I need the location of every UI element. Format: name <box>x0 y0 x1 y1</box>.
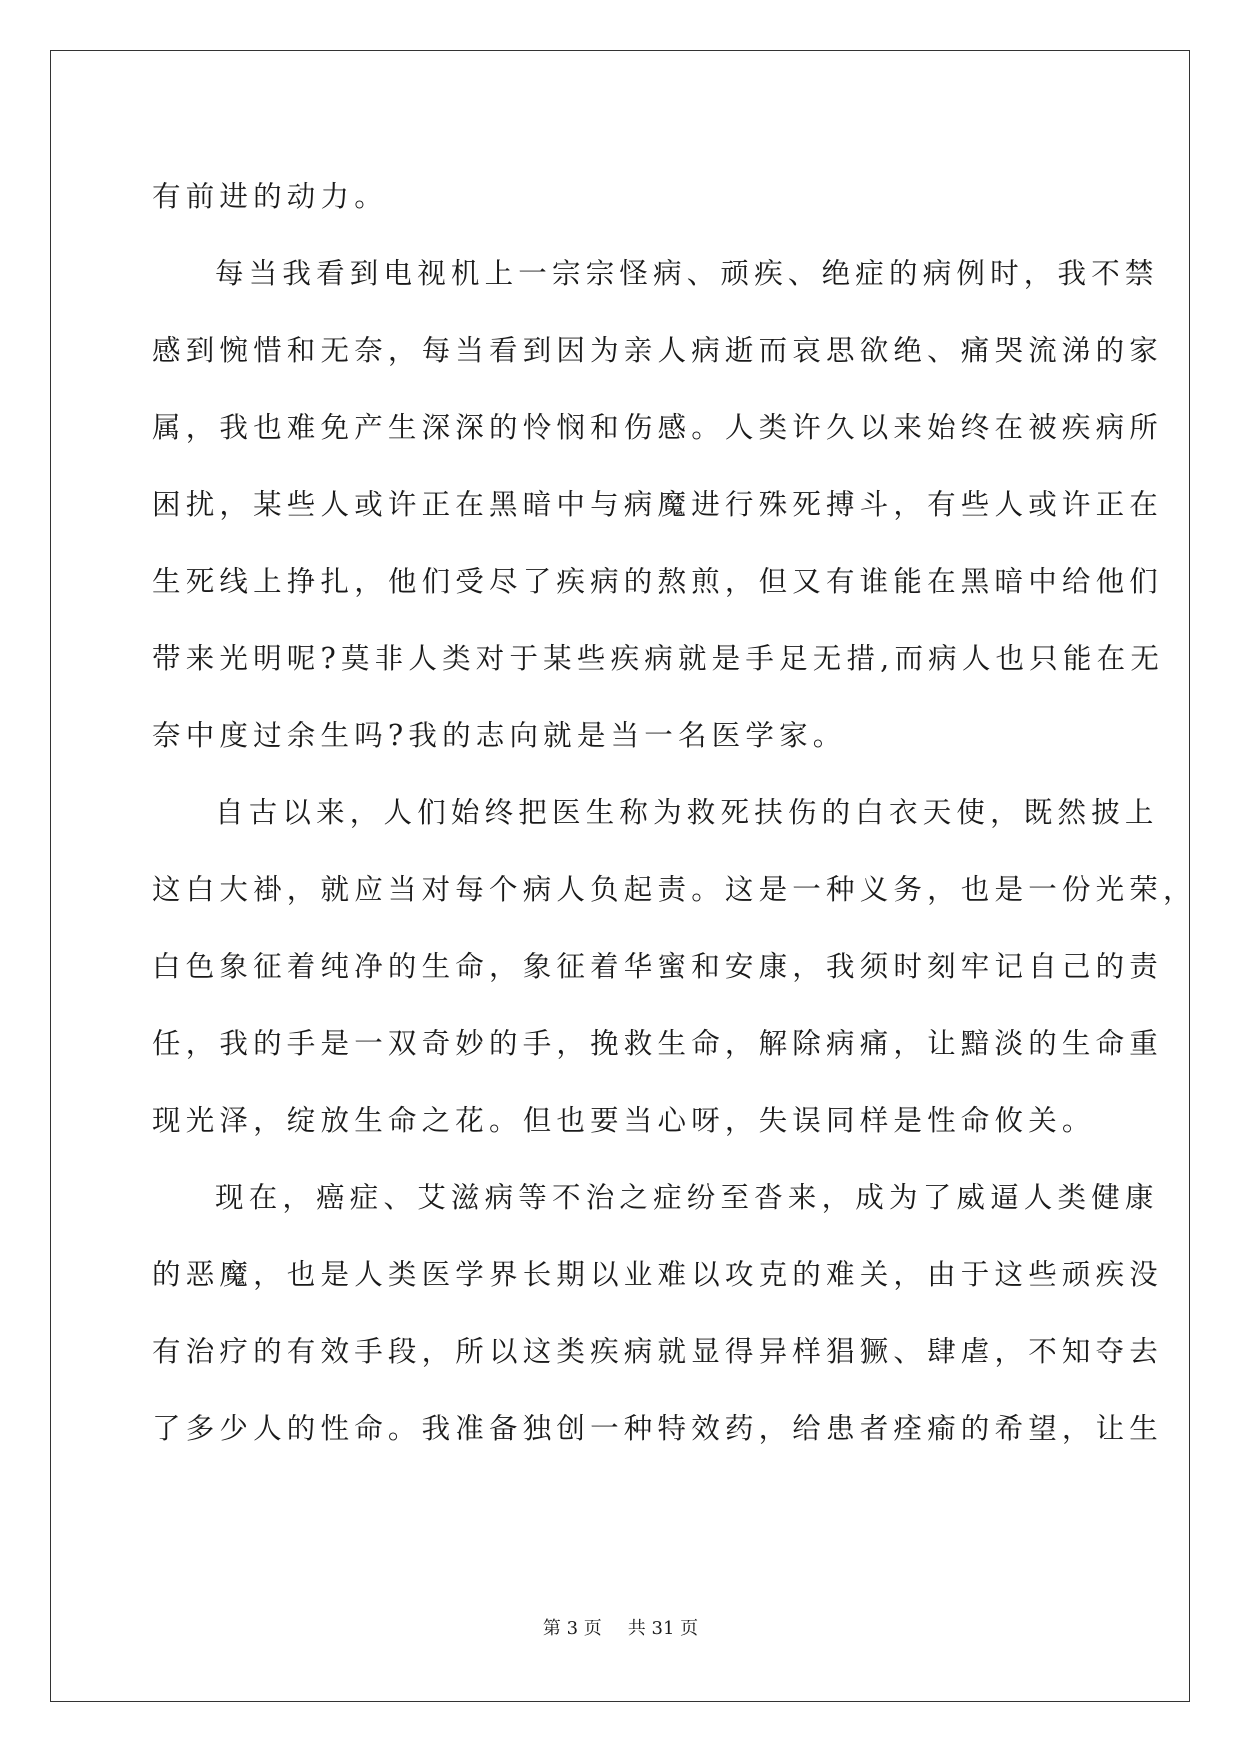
text-line: 奈中度过余生吗?我的志向就是当一名医学家。 <box>152 719 847 752</box>
text-line: 了多少人的性命。我准备独创一种特效药，给患者痊瘉的希望，让生 <box>152 1412 1164 1445</box>
document-body <box>152 158 1197 1467</box>
text-line: 的恶魔，也是人类医学界长期以业难以攻克的难关，由于这些顽疾没 <box>152 1258 1164 1291</box>
text-line: 生死线上挣扎，他们受尽了疾病的熬煎，但又有谁能在黑暗中给他们 <box>152 565 1164 598</box>
text-line: 现在，癌症、艾滋病等不治之症纷至沓来，成为了威逼人类健康 <box>215 1181 1159 1214</box>
text-line: 现光泽，绽放生命之花。但也要当心呀，失误同样是性命攸关。 <box>152 1104 1096 1137</box>
text-line: 属，我也难免产生深深的怜悯和伤感。人类许久以来始终在被疾病所 <box>152 411 1164 444</box>
page-number: 第 3 页 <box>542 1618 602 1639</box>
page-footer <box>0 1617 1241 1641</box>
text-line: 白色象征着纯净的生命，象征着华蜜和安康，我须时刻牢记自己的责 <box>152 950 1164 983</box>
text-line: 这白大褂，就应当对每个病人负起责。这是一种义务，也是一份光荣， <box>152 873 1197 906</box>
text-line: 感到惋惜和无奈，每当看到因为亲人病逝而哀思欲绝、痛哭流涕的家 <box>152 334 1164 367</box>
text-line: 每当我看到电视机上一宗宗怪病、顽疾、绝症的病例时，我不禁 <box>215 257 1159 290</box>
text-line: 带来光明呢?莫非人类对于某些疾病就是手足无措,而病人也只能在无 <box>152 642 1165 675</box>
text-line: 有治疗的有效手段，所以这类疾病就显得异样猖獗、肆虐，不知夺去 <box>152 1335 1164 1368</box>
text-line: 困扰，某些人或许正在黑暗中与病魔进行殊死搏斗，有些人或许正在 <box>152 488 1164 521</box>
page-total: 共 31 页 <box>627 1618 699 1639</box>
text-line: 有前进的动力。 <box>152 180 388 213</box>
text-line: 自古以来，人们始终把医生称为救死扶伤的白衣天使，既然披上 <box>215 796 1159 829</box>
text-line: 任，我的手是一双奇妙的手，挽救生命，解除病痛，让黯淡的生命重 <box>152 1027 1164 1060</box>
